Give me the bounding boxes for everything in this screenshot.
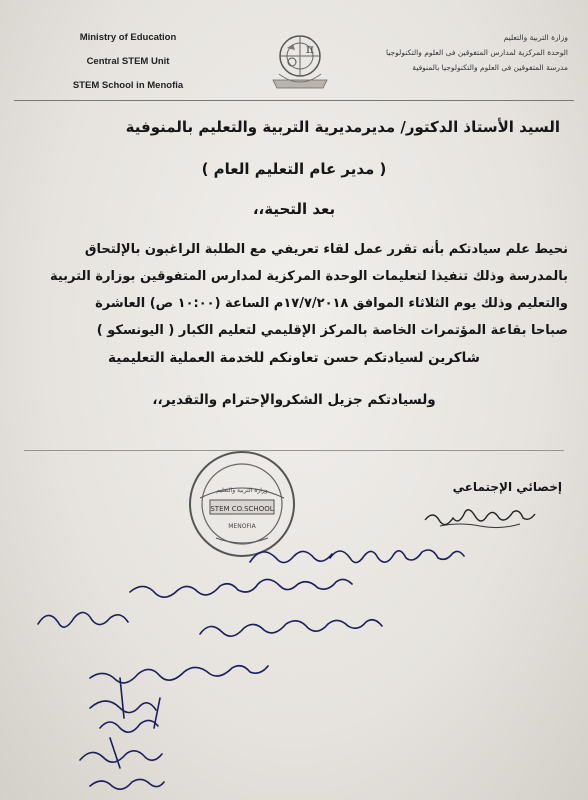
- body-line: والتعليم وذلك يوم الثلاثاء الموافق ١٧/٧/٢٠١٨م الساعة (١٠:٠٠ ص) العاشرة: [95, 296, 568, 311]
- body-line: بالمدرسة وذلك تنفيذا لتعليمات الوحدة المركزية لمدارس المتفوقين بوزارة التربية: [49, 269, 568, 284]
- svg-text:STEM CO.SCHOOL: STEM CO.SCHOOL: [210, 505, 274, 513]
- body-line: نحيط علم سيادتكم بأنه تقرر عمل لقاء تعريفي مع الطلبة الراغبون بالإلتحاق: [84, 242, 568, 257]
- social-worker-signature: [420, 502, 540, 530]
- header-right: [318, 30, 568, 75]
- header-school-ar: مدرسة المتفوقين فى العلوم والتكنولوجيا بالمنوفية: [412, 63, 568, 72]
- svg-text:MENOFIA: MENOFIA: [228, 523, 256, 530]
- letter-body: [14, 236, 568, 344]
- handwritten-notes: [30, 528, 550, 798]
- header-unit-ar: الوحدة المركزية لمدارس المتفوقين فى العلوم والتكنولوجيا: [385, 48, 568, 57]
- signature-title: إخصائي الإجتماعي: [452, 480, 562, 494]
- header-unit: Central STEM Unit: [86, 56, 170, 67]
- header-ministry-ar: وزارة التربية والتعليم: [503, 33, 568, 42]
- header-divider: [14, 100, 574, 101]
- header-left: [58, 26, 198, 98]
- greeting: بعد التحية،،: [252, 200, 336, 218]
- svg-text:وزارة التربية والتعليم: وزارة التربية والتعليم: [216, 487, 268, 494]
- addressee-position: ( مدير عام التعليم العام ): [201, 160, 387, 178]
- svg-text:π: π: [306, 42, 314, 56]
- body-line: صباحا بقاعة المؤتمرات الخاصة بالمركز الإقليمي لتعليم الكبار ( اليونسكو ): [96, 323, 568, 338]
- header-school: STEM School in Menofia: [72, 80, 184, 91]
- regards-line: ولسيادتكم جزيل الشكروالإحترام والتقدير،،: [152, 392, 436, 408]
- thanks-line: شاكرين لسيادتكم حسن تعاونكم للخدمة العملية التعليمية: [108, 350, 480, 366]
- addressee-line: السيد الأستاذ الدكتور/ مديرمديرية التربية والتعليم بالمنوفية: [125, 118, 560, 136]
- header-ministry: Ministry of Education: [79, 32, 177, 43]
